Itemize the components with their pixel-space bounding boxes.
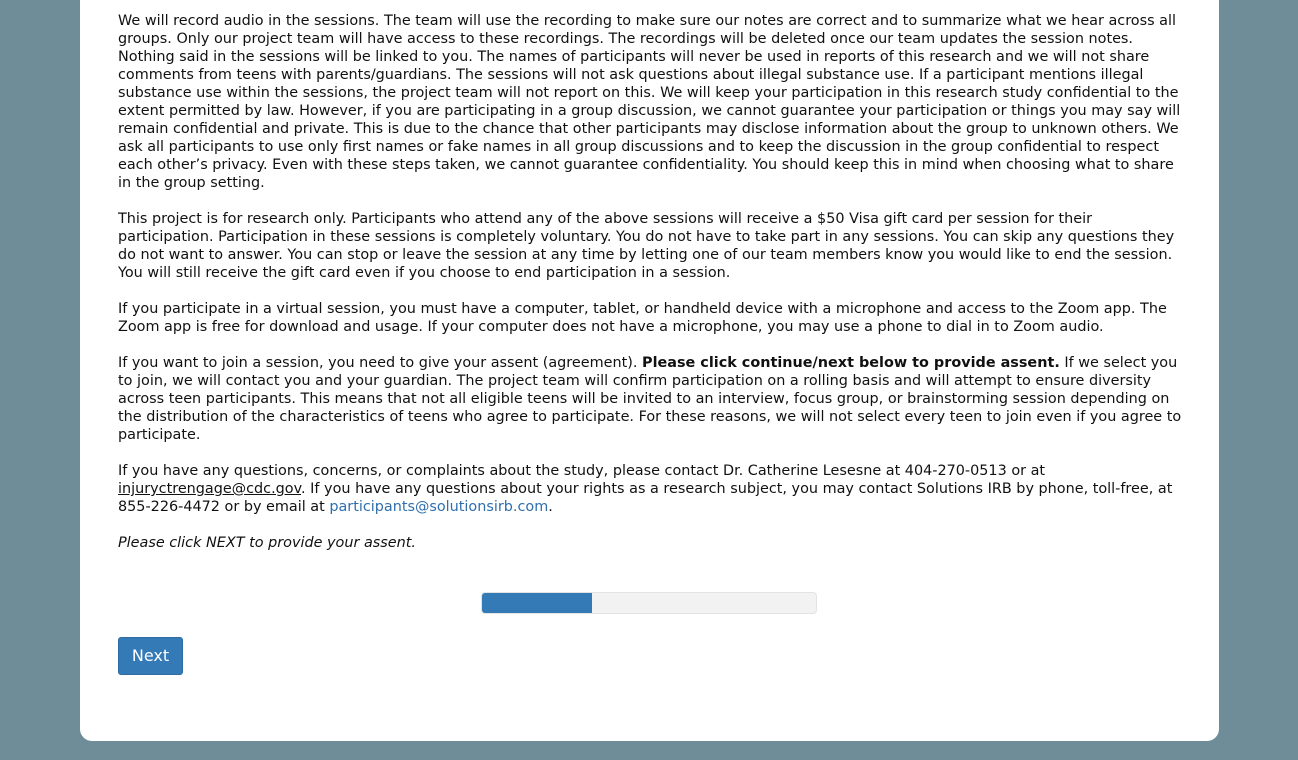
paragraph-assent [118, 354, 1188, 444]
survey-panel [80, 0, 1219, 741]
cdc-email-link[interactable]: injuryctrengage@cdc.gov [118, 481, 302, 497]
next-button[interactable]: Next [118, 637, 183, 675]
irb-email-link[interactable]: participants@solutionsirb.com [329, 499, 549, 515]
paragraph-research-only: This project is for research only. Participants who attend any of the above sessions will receive a $50 Visa gift card per session for their participation. Participation in these sessions is completely voluntary. You do not have to take part in any sessions. You can skip any questions they do not want to answer. You can stop or leave the session at any time by letting one of our team members know you would like to end the session. You will still receive the gift card even if you choose to end participation in a session. [118, 211, 1175, 281]
paragraph-recording: We will record audio in the sessions. The team will use the recording to make sure our notes are correct and to summarize what we hear across all groups. Only our project team will have access to these recordings. The recordings will be deleted once our team updates the session notes. Nothing said in the sessions will be linked to you. The names of participants will never be used in reports of this research and we will not share comments from teens with parents/guardians. The sessions will not ask questions about illegal substance use. If a participant mentions illegal substance use within the sessions, the project team will not report on this. We will keep your participation in this research study confidential to the extent permitted by law. However, if you are participating in a group discussion, we cannot guarantee your participation or things you may say will remain confidential and private. This is due to the chance that other participants may disclose information about the group to unknown others. We ask all participants to use only first names or fake names in all group discussions and to keep the discussion in the group confidential to respect each other’s privacy. Even with these steps taken, we cannot guarantee confidentiality. You should keep this in mind when choosing what to share in the group setting. [118, 13, 1181, 191]
assent-instruction: Please click continue/next below to provide assent. [642, 355, 1060, 371]
contact-text-start: If you have any questions, concerns, or complaints about the study, please contact Dr. Catherine Lesesne at 404-270-0513 or at [118, 463, 1046, 479]
contact-text-mid: . If you have any questions about your rights as a research subject, you may contact Solutions IRB by phone, toll-free, at 855-226-4472 or by email at [118, 481, 1173, 515]
paragraph-virtual-session: If you participate in a virtual session, you must have a computer, tablet, or handheld device with a microphone and access to the Zoom app. The Zoom app is free for download and usage. If your computer does not have a microphone, you may use a phone to dial in to Zoom audio. [118, 301, 1167, 335]
progress-bar [481, 592, 817, 614]
paragraph-contact [118, 462, 1188, 516]
progress-bar-fill [482, 593, 592, 613]
assent-text-end: If we select you to join, we will contact you and your guardian. The project team will confirm participation on a rolling basis and will attempt to ensure diversity across teen participants. This means that not all eligible teens will be invited to an interview, focus group, or brainstorming session depending on the distribution of the characteristics of teens who agree to participate. For these reasons, we will not select every teen to join even if you agree to participate. [118, 355, 1182, 443]
consent-text [118, 12, 1188, 570]
next-instruction: Please click NEXT to provide your assent. [118, 535, 416, 551]
contact-text-end: . [548, 499, 553, 515]
assent-text-start: If you want to join a session, you need to give your assent (agreement). [118, 355, 643, 371]
